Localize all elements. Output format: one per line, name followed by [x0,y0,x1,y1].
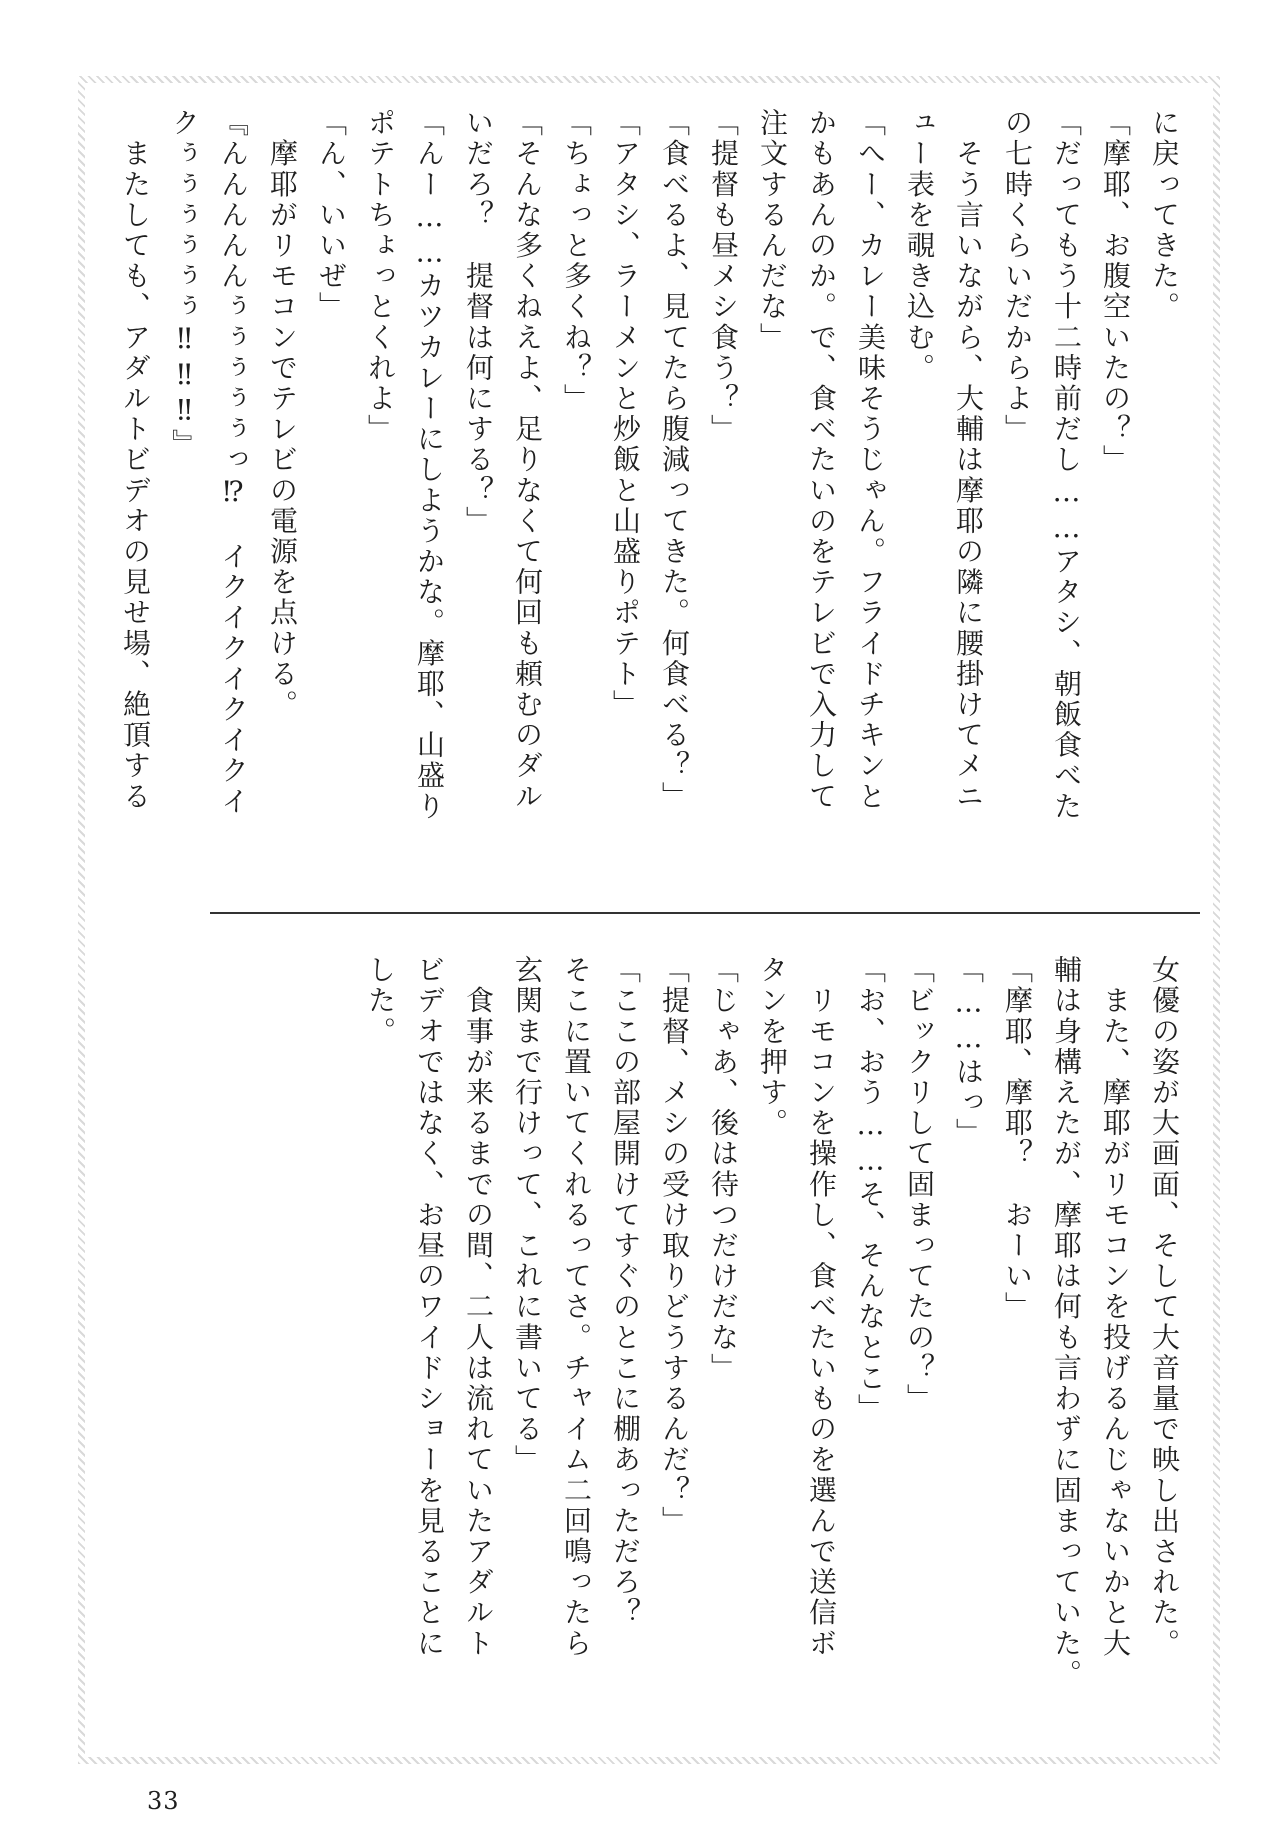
upper-text-block [104,108,1182,888]
text-column: そこに置いてくれるってさ。チャイム二回鳴ったら [560,955,593,1659]
text-column: 「提督も昼メシ食う？」 [707,108,740,445]
text-column: 『んんんんんぅぅぅぅぅっ⁉ イクイクイクイクイ [217,108,250,817]
text-column: 玄関まで行けって、これに書いてる」 [511,955,544,1476]
text-column: 「ちょっと多くね？」 [560,108,593,414]
text-column: 注文するんだな」 [756,108,789,353]
text-column: 「提督、メシの受け取りどうするんだ？」 [658,955,691,1537]
text-column: 食事が来るまでの間、二人は流れていたアダルト [462,955,495,1659]
text-column: 「ビックリして固まってたの？」 [903,955,936,1414]
text-column: 摩耶がリモコンでテレビの電源を点ける。 [266,108,299,720]
text-column: タンを押す。 [756,955,789,1139]
text-column: 「ん、いいぜ」 [315,108,348,323]
text-column: 「摩耶、摩耶？ おーい」 [1001,955,1034,1323]
text-column: ュー表を覗き込む。 [903,108,936,384]
text-column: 「そんな多くねえよ、足りなくて何回も頼むのダル [511,108,544,812]
text-column: ポテトちょっとくれよ」 [364,108,397,445]
text-column: そう言いながら、大輔は摩耶の隣に腰掛けてメニ [952,108,985,812]
text-column: 「だってもう十二時前だし……アタシ、朝飯食べた [1050,108,1083,822]
text-column: 「んー……カツカレーにしようかな。摩耶、山盛り [413,108,446,822]
text-column: またしても、アダルトビデオの見せ場、絶頂する [119,108,152,812]
text-column: クぅぅぅぅぅぅ‼‼‼』 [168,108,201,460]
text-column: した。 [364,955,397,1047]
text-column: 「食べるよ、見てたら腹減ってきた。何食べる？」 [658,108,691,812]
text-column: 「……はっ」 [952,955,985,1149]
text-column: 「摩耶、お腹空いたの？」 [1099,108,1132,476]
text-column: 「お、おう……そ、そんなとこ」 [854,955,887,1424]
text-column: 輔は身構えたが、摩耶は何も言わずに固まっていた。 [1050,955,1083,1690]
text-column: 女優の姿が大画面、そして大音量で映し出された。 [1148,955,1181,1659]
text-column: また、摩耶がリモコンを投げるんじゃないかと大 [1099,955,1132,1659]
text-column: 「じゃあ、後は待つだけだな」 [707,955,740,1384]
lower-text-block [349,955,1182,1730]
page-number: 33 [147,1787,180,1815]
text-column: 「ここの部屋開けてすぐのとこに棚あっただろ？ [609,955,642,1629]
text-column: 「アタシ、ラーメンと炒飯と山盛りポテト」 [609,108,642,720]
text-column: かもあんのか。で、食べたいのをテレビで入力して [805,108,838,812]
text-column: ビデオではなく、お昼のワイドショーを見ることに [413,955,446,1659]
text-column: に戻ってきた。 [1148,108,1181,323]
text-column: の七時くらいだからよ」 [1001,108,1034,445]
text-column: いだろ？ 提督は何にする？」 [462,108,495,537]
text-column: リモコンを操作し、食べたいものを選んで送信ボ [805,955,838,1659]
text-column: 「へー、カレー美味そうじゃん。フライドチキンと [854,108,887,812]
section-divider [210,912,1200,914]
